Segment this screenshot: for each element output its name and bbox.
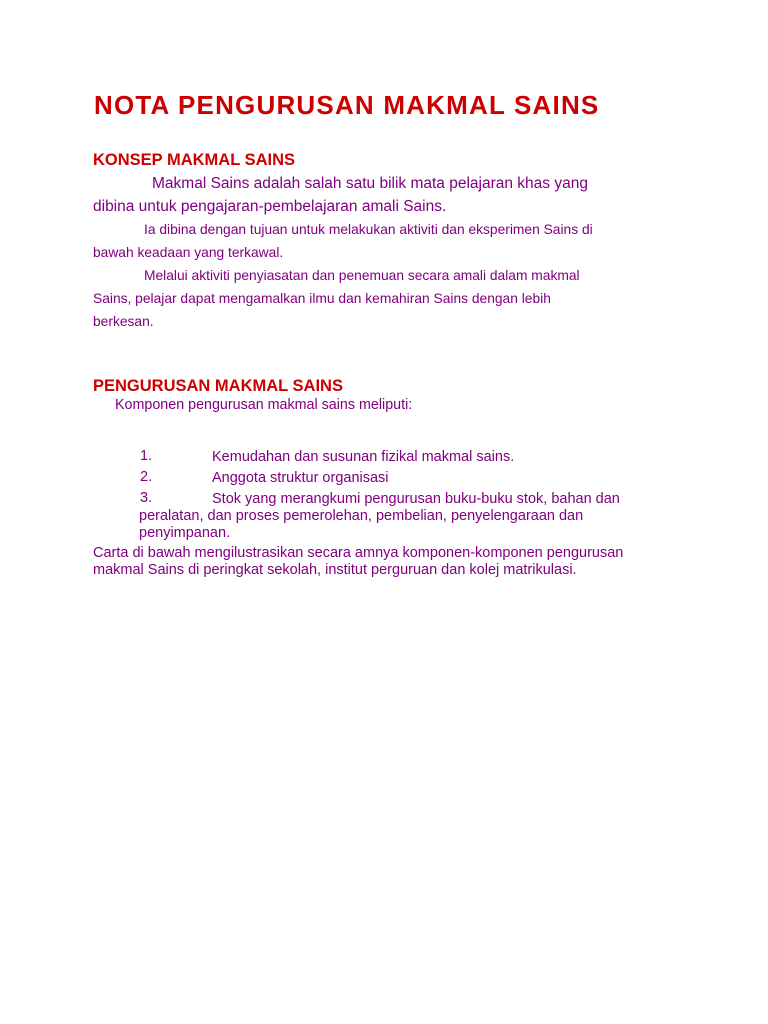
list-item-text: Stok yang merangkumi pengurusan buku-buku stok, bahan dan xyxy=(212,491,620,507)
paragraph-line: Makmal Sains adalah salah satu bilik mata pelajaran khas yang xyxy=(152,175,588,192)
section-heading-konsep: KONSEP MAKMAL SAINS xyxy=(93,151,295,169)
list-item-text: peralatan, dan proses pemerolehan, pembelian, penyelengaraan dan xyxy=(139,508,584,524)
list-item-text: penyimpanan. xyxy=(139,525,231,541)
list-item-number: 3. xyxy=(140,490,153,506)
paragraph-line: berkesan. xyxy=(93,314,154,329)
list-item-text: Anggota struktur organisasi xyxy=(212,470,389,486)
list-item-text: Kemudahan dan susunan fizikal makmal sains. xyxy=(212,449,515,465)
closing-line: Carta di bawah mengilustrasikan secara amnya komponen-komponen pengurusan xyxy=(93,545,624,561)
paragraph-line: Sains, pelajar dapat mengamalkan ilmu dan kemahiran Sains dengan lebih xyxy=(93,291,551,306)
page-title: NOTA PENGURUSAN MAKMAL SAINS xyxy=(94,90,600,120)
section-heading-pengurusan: PENGURUSAN MAKMAL SAINS xyxy=(93,377,343,395)
paragraph-line: dibina untuk pengajaran-pembelajaran amali Sains. xyxy=(93,198,447,215)
paragraph-line: Ia dibina dengan tujuan untuk melakukan aktiviti dan eksperimen Sains di xyxy=(144,222,593,237)
section-intro: Komponen pengurusan makmal sains meliputi: xyxy=(115,397,413,413)
paragraph-line: bawah keadaan yang terkawal. xyxy=(93,245,284,260)
closing-line: makmal Sains di peringkat sekolah, institut perguruan dan kolej matrikulasi. xyxy=(93,562,577,578)
paragraph-line: Melalui aktiviti penyiasatan dan penemuan secara amali dalam makmal xyxy=(144,268,580,283)
list-item-number: 2. xyxy=(140,469,153,485)
list-item-number: 1. xyxy=(140,448,153,464)
